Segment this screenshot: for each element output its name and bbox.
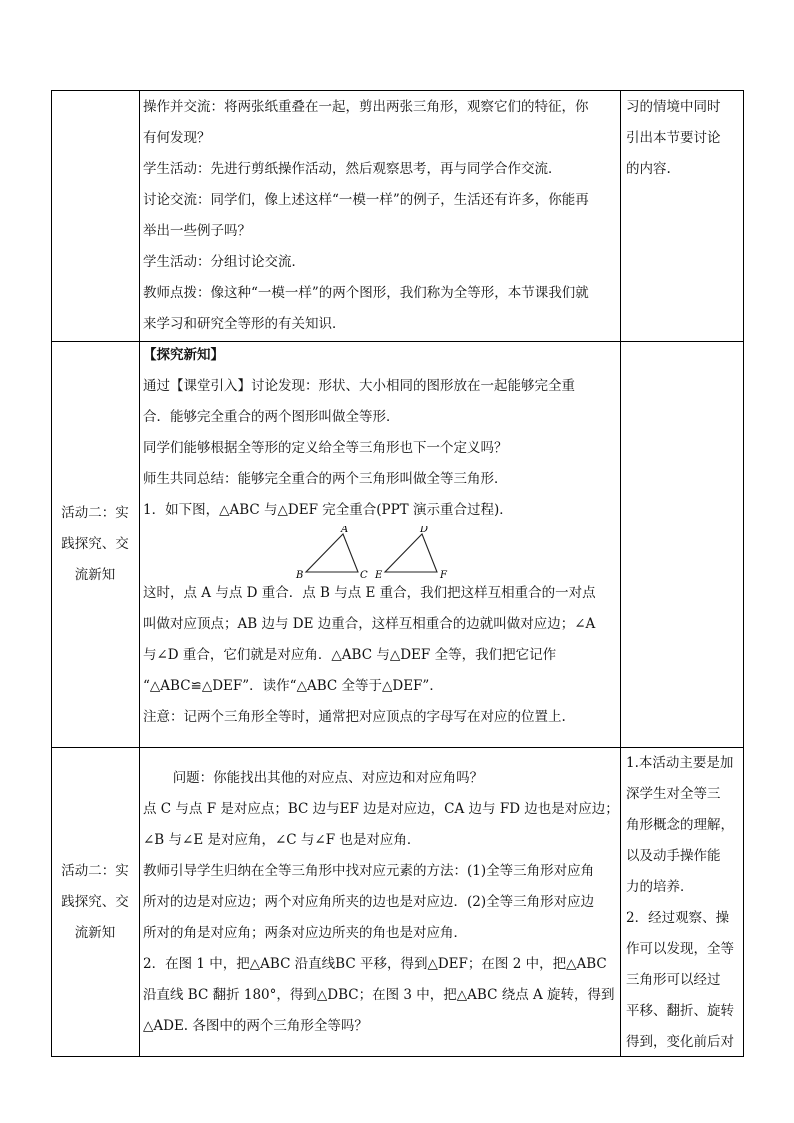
row3-note-cell — [623, 748, 744, 1056]
vertex-label-b: B — [296, 570, 304, 581]
row3-note-line: 平移、翻折、旋转 — [626, 1003, 734, 1019]
activity-label-line: 践探究、交 — [61, 893, 129, 910]
row1-line: 学生活动：分组讨论交流． — [143, 254, 305, 270]
row3-note-line: 三角形可以经过 — [626, 972, 721, 988]
row1-line: 学生活动：先进行剪纸操作活动，然后观察思考，再与同学合作交流． — [143, 161, 562, 177]
row1-line: 教师点拨：像这种“一模一样”的两个图形，我们称为全等形，本节课我们就 — [143, 285, 589, 301]
row3-activity-cell — [51, 748, 139, 1056]
row3-line: 问题：你能找出其他的对应点、对应边和对应角吗？ — [172, 770, 484, 786]
table-border-top — [51, 90, 744, 91]
row3-note-line: 力的培养． — [626, 879, 694, 895]
row3-line: 点 C 与点 F 是对应点；BC 边与EF 边是对应边，CA 边与 FD 边也是对应边； — [143, 801, 619, 817]
lesson-table — [51, 90, 744, 1057]
row3-note-line: 角形概念的理解， — [626, 817, 734, 833]
row1-line: 来学习和研究全等形的有关知识． — [143, 316, 346, 332]
row2-line: 合．能够完全重合的两个图形叫做全等形． — [143, 409, 400, 425]
column-divider-1 — [139, 90, 140, 1057]
row1-note-line: 的内容. — [626, 161, 671, 177]
row1-line: 操作并交流：将两张纸重叠在一起，剪出两张三角形，观察它们的特征，你 — [143, 99, 589, 115]
row2-line: 通过【课堂引入】讨论发现：形状、大小相同的图形放在一起能够完全重 — [143, 378, 575, 394]
row1-note-line: 引出本节要讨论 — [626, 130, 721, 146]
activity-label — [60, 498, 130, 591]
row1-line: 讨论交流：同学们，像上述这样“一模一样”的例子，生活还有许多，你能再 — [143, 192, 589, 208]
row3-line: 沿直线 BC 翻折 180°，得到△DBC；在图 3 中，把△ABC 绕点 A 旋转，得到 — [143, 987, 615, 1003]
row3-note-line: 作可以发现，全等 — [626, 941, 734, 957]
row2-line: “△ABC≌△DEF”．读作“△ABC 全等于△DEF”． — [143, 678, 443, 694]
row3-note-line: 得到，变化前后对 — [626, 1034, 734, 1050]
activity-label-line: 流新知 — [74, 924, 116, 941]
row3-line: 教师引导学生归纳在全等三角形中找对应元素的方法：(1)全等三角形对应角 — [143, 863, 595, 879]
activity-label-line: 流新知 — [74, 567, 116, 583]
row1-content-cell — [143, 92, 621, 341]
row3-line: 2．在图 1 中，把△ABC 沿直线BC 平移，得到△DEF；在图 2 中，把△ABC — [143, 956, 607, 972]
triangle-figure — [143, 526, 621, 581]
row1-line: 有何发现？ — [143, 130, 211, 146]
vertex-label-d: D — [420, 526, 429, 535]
row3-note-line: 2．经过观察、操 — [626, 910, 730, 926]
row2-line: 师生共同总结：能够完全重合的两个三角形叫做全等三角形． — [143, 471, 508, 487]
row3-line: △ADE. 各图中的两个三角形全等吗？ — [143, 1018, 368, 1034]
row3-note-line: 以及动手操作能 — [626, 848, 721, 864]
row3-content-cell — [143, 763, 621, 1056]
row2-line: 注意：记两个三角形全等时，通常把对应顶点的字母写在对应的位置上. — [143, 709, 566, 725]
row1-line: 举出一些例子吗？ — [143, 223, 251, 239]
vertex-label-a: A — [341, 526, 349, 535]
row1-note-cell — [623, 92, 744, 341]
vertex-label-f: F — [440, 570, 447, 581]
row3-line: 所对的边是对应边；两个对应角所夹的边也是对应边．(2)全等三角形对应边 — [143, 894, 595, 910]
row2-line: 与∠D 重合，它们就是对应角．△ABC 与△DEF 全等，我们把它记作 — [143, 647, 557, 663]
row2-activity-cell — [51, 342, 139, 747]
activity-label-line: 活动二：实 — [61, 862, 129, 879]
row3-note-line: 1.本活动主要是加 — [626, 755, 734, 771]
row2-line: 同学们能够根据全等形的定义给全等三角形也下一个定义吗？ — [143, 440, 508, 456]
vertex-label-e: E — [375, 570, 383, 581]
row3-line: ∠B 与∠E 是对应角，∠C 与∠F 也是对应角． — [143, 832, 421, 848]
row2-content-cell — [143, 340, 621, 747]
row2-line: 叫做对应顶点；AB 边与 DE 边重合，这样互相重合的边就叫做对应边；∠A — [143, 616, 596, 632]
triangles-diagram — [293, 526, 463, 582]
triangle-def — [385, 534, 437, 572]
section-heading: 【探究新知】 — [143, 347, 224, 363]
activity-label-line: 活动二：实 — [61, 505, 129, 521]
row1-note-line: 习的情境中同时 — [626, 99, 721, 115]
activity-label-line: 践探究、交 — [61, 536, 129, 552]
activity-label — [60, 856, 130, 949]
row2-line: 这时，点 A 与点 D 重合．点 B 与点 E 重合，我们把这样互相重合的一对点 — [143, 585, 596, 601]
row3-note-line: 深学生对全等三 — [626, 786, 721, 802]
triangle-abc — [306, 534, 358, 572]
row2-line: 1．如下图，△ABC 与△DEF 完全重合(PPT 演示重合过程)． — [143, 502, 513, 518]
vertex-label-c: C — [360, 570, 368, 581]
row3-line: 所对的角是对应角；两条对应边所夹的角也是对应角． — [143, 925, 467, 941]
